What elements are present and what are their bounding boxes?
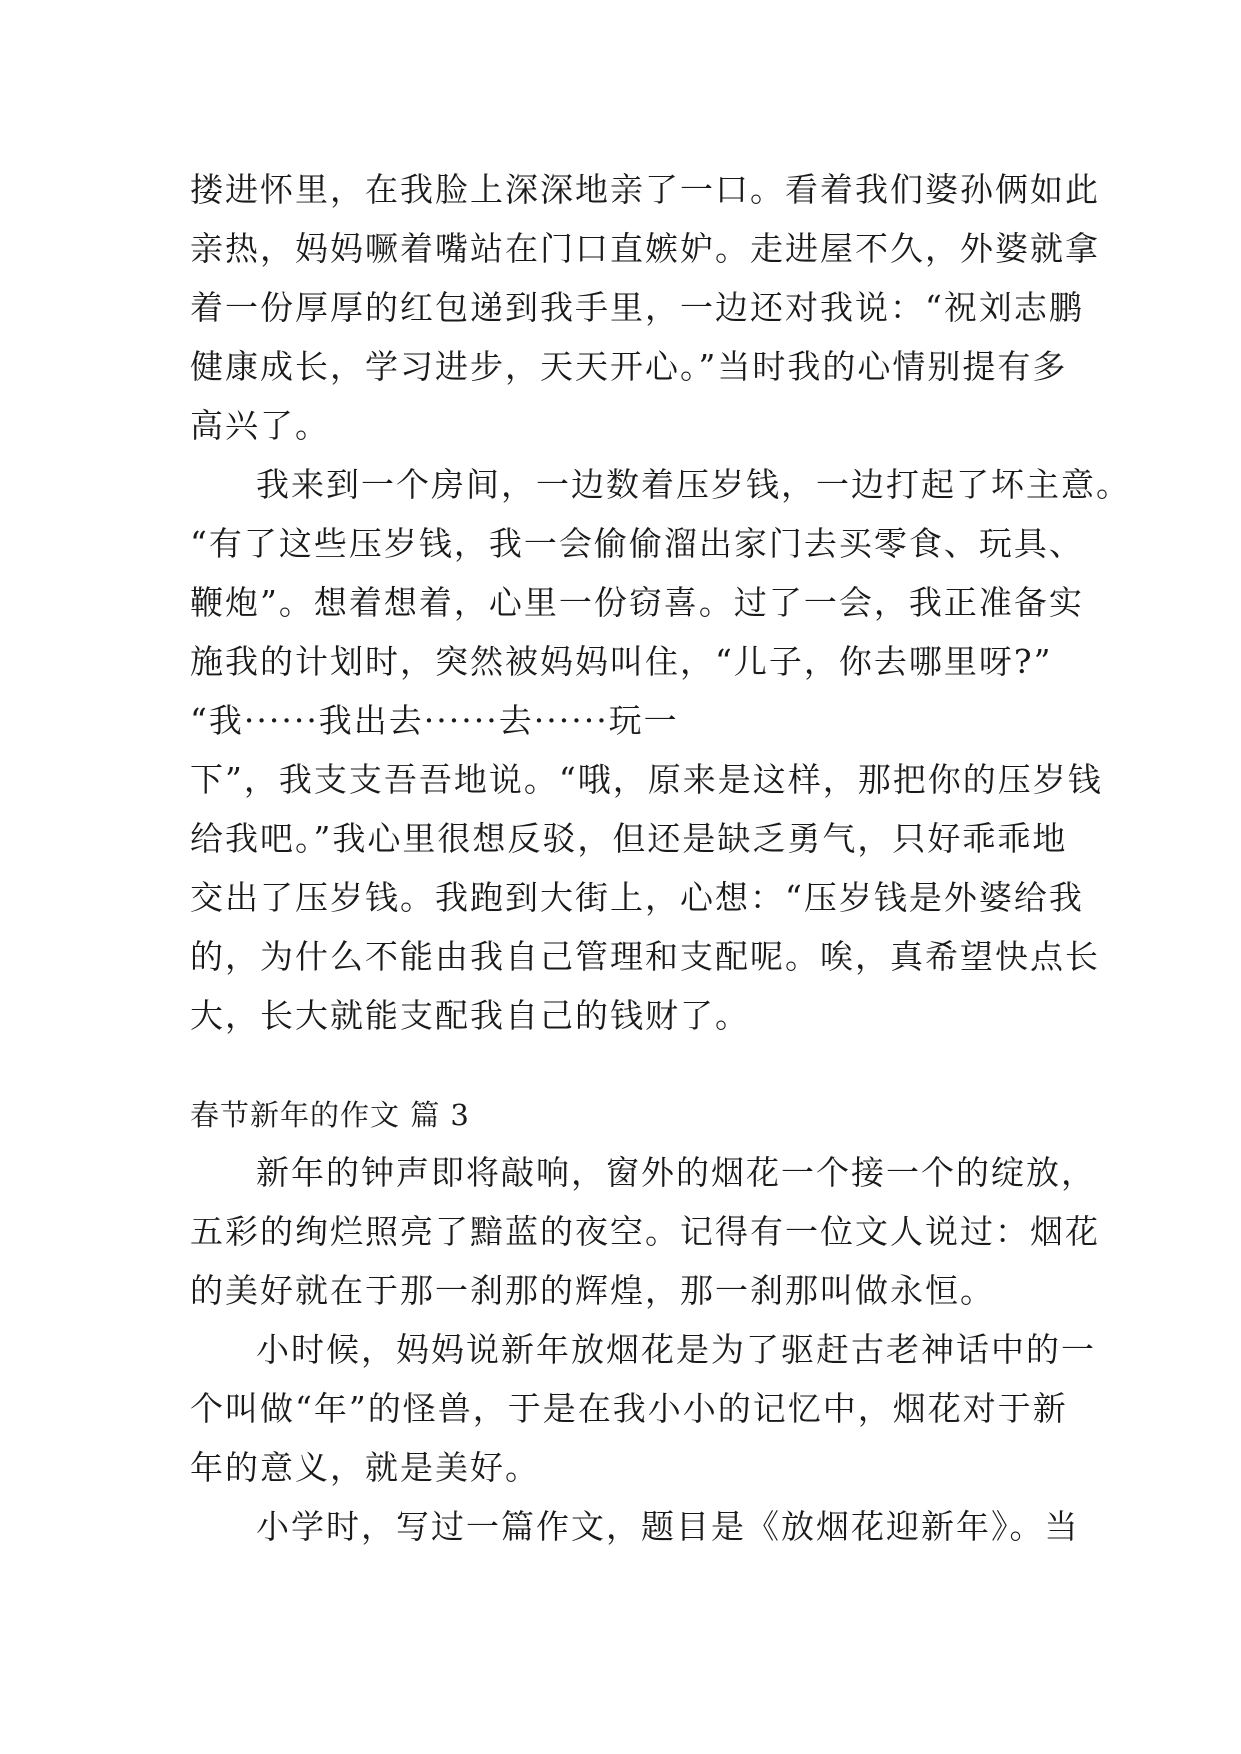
paragraph-line: “有了这些压岁钱，我一会偷偷溜出家门去买零食、玩具、 (190, 524, 1084, 563)
paragraph-line: 下”，我支支吾吾地说。“哦，原来是这样，那把你的压岁钱 (190, 760, 1103, 799)
paragraph-line: 小学时，写过一篇作文，题目是《放烟花迎新年》。当 (256, 1507, 1080, 1546)
paragraph-line: 搂进怀里，在我脸上深深地亲了一口。看着我们婆孙俩如此 (190, 170, 1100, 209)
paragraph-line: “我······我出去······去······玩一 (190, 701, 679, 740)
paragraph-line: 给我吧。”我心里很想反驳，但还是缺乏勇气，只好乖乖地 (190, 819, 1068, 858)
paragraph-line: 交出了压岁钱。我跑到大街上，心想：“压岁钱是外婆给我 (190, 878, 1084, 917)
paragraph-line: 的，为什么不能由我自己管理和支配呢。唉，真希望快点长 (190, 937, 1100, 976)
paragraph-line: 五彩的绚烂照亮了黯蓝的夜空。记得有一位文人说过：烟花 (190, 1212, 1100, 1251)
paragraph-line: 小时候，妈妈说新年放烟花是为了驱赶古老神话中的一 (256, 1330, 1096, 1369)
paragraph-line: 新年的钟声即将敲响，窗外的烟花一个接一个的绽放， (256, 1153, 1096, 1192)
paragraph-line: 的美好就在于那一刹那的辉煌，那一刹那叫做永恒。 (190, 1271, 995, 1310)
paragraph-line: 年的意义，就是美好。 (190, 1448, 540, 1487)
paragraph-line: 健康成长，学习进步，天天开心。”当时我的心情别提有多 (190, 347, 1068, 386)
paragraph-line: 亲热，妈妈噘着嘴站在门口直嫉妒。走进屋不久，外婆就拿 (190, 229, 1100, 268)
paragraph-line: 我来到一个房间，一边数着压岁钱，一边打起了坏主意。 (256, 465, 1131, 504)
paragraph-line: 施我的计划时，突然被妈妈叫住，“儿子，你去哪里呀?” (190, 642, 1053, 681)
section-heading: 春节新年的作文 篇 3 (190, 1098, 470, 1132)
paragraph-line: 大，长大就能支配我自己的钱财了。 (190, 996, 750, 1035)
paragraph-line: 高兴了。 (190, 406, 330, 445)
paragraph-line: 鞭炮”。想着想着，心里一份窃喜。过了一会，我正准备实 (190, 583, 1084, 622)
paragraph-line: 着一份厚厚的红包递到我手里，一边还对我说：“祝刘志鹏 (190, 288, 1084, 327)
paragraph-line: 个叫做“年”的怪兽，于是在我小小的记忆中，烟花对于新 (190, 1389, 1068, 1428)
